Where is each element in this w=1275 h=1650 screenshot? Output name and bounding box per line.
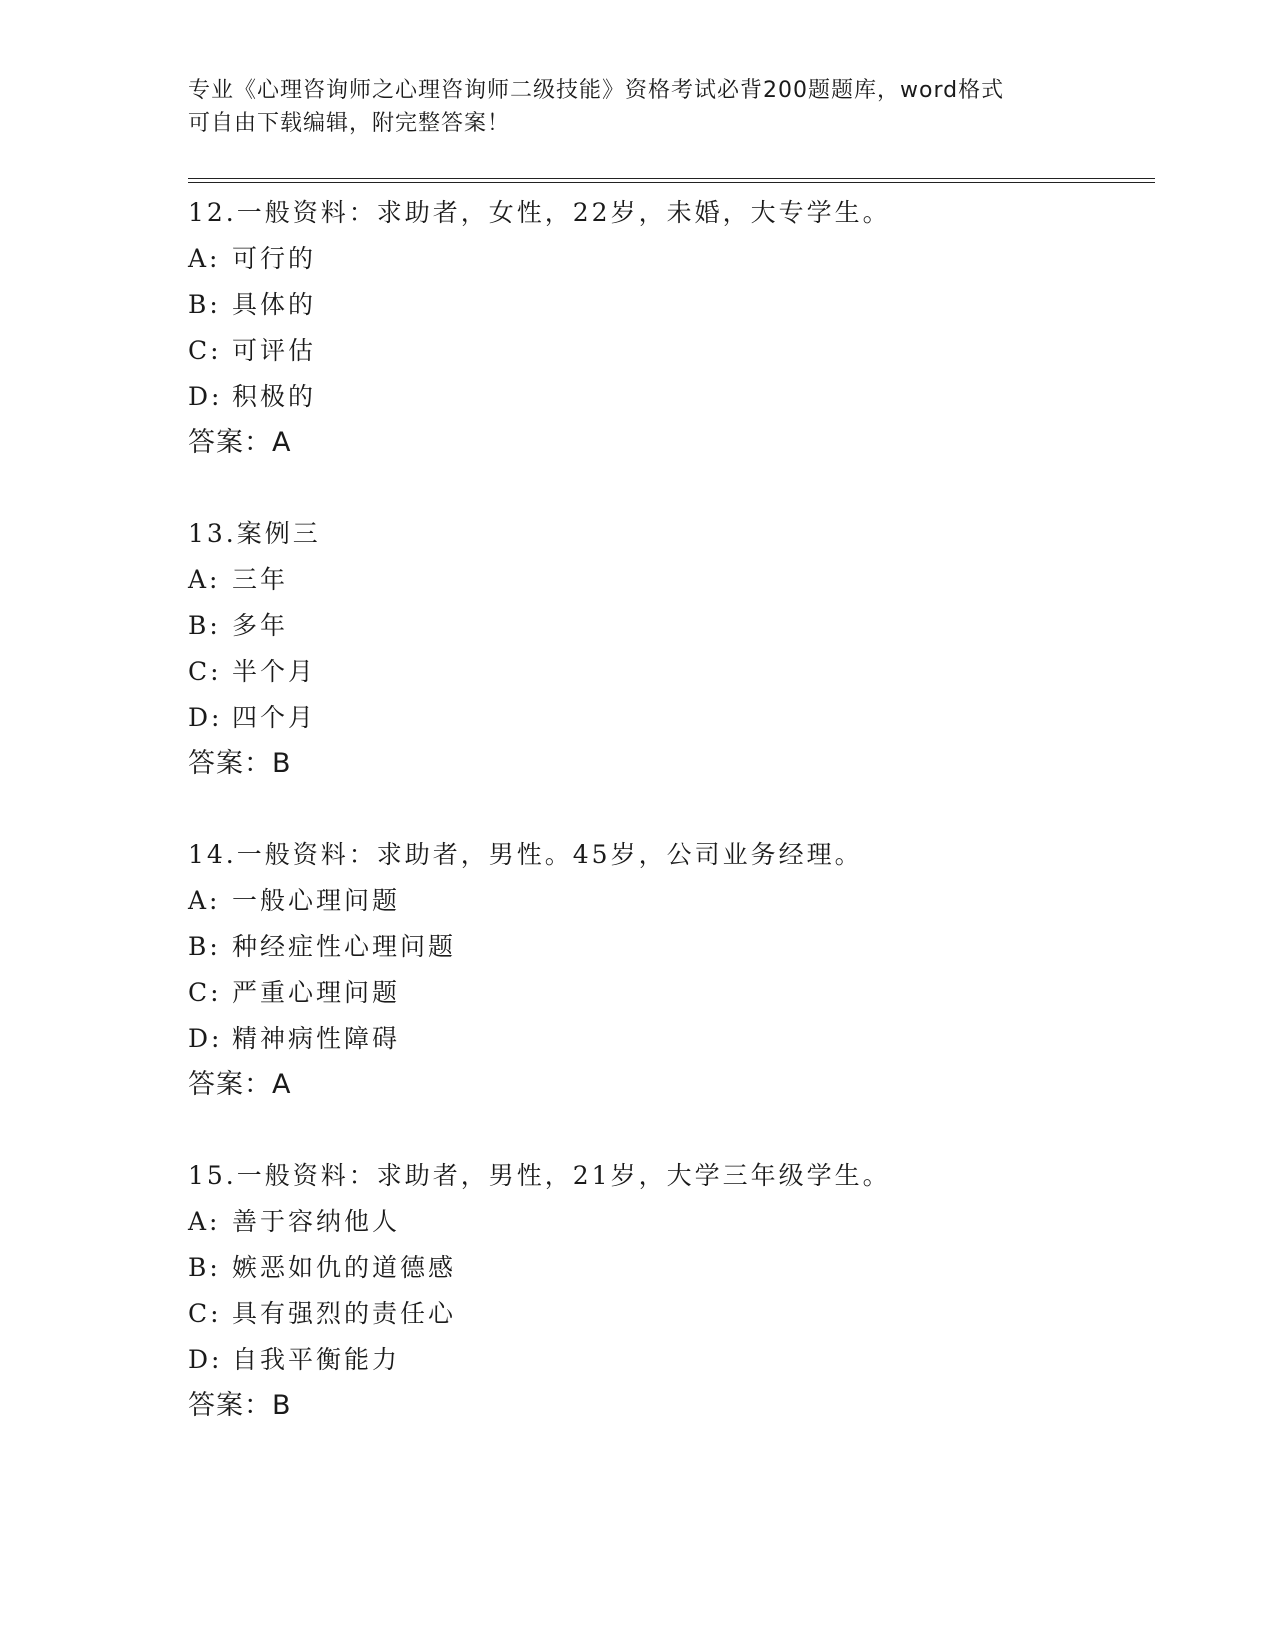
- option-b: [188, 924, 1148, 970]
- option-text: 多年: [232, 611, 289, 640]
- option-b: [188, 1245, 1148, 1291]
- option-key: B:: [188, 1253, 221, 1282]
- answer-line: 答案：B: [188, 748, 292, 779]
- option-text: 一般心理问题: [232, 886, 401, 915]
- option-text: 可评估: [232, 336, 317, 365]
- option-key: C:: [188, 1299, 222, 1328]
- option-a: [188, 1199, 1148, 1245]
- option-key: B:: [188, 932, 221, 961]
- question-stem: 14.一般资料：求助者，男性。45岁，公司业务经理。: [188, 840, 863, 869]
- option-text: 精神病性障碍: [232, 1024, 401, 1053]
- header-double-rule: [188, 178, 1155, 183]
- option-c: [188, 649, 1148, 695]
- option-key: D:: [188, 382, 223, 411]
- option-text: 自我平衡能力: [232, 1345, 401, 1374]
- option-d: [188, 1337, 1148, 1383]
- option-text: 严重心理问题: [232, 978, 401, 1007]
- header-title-line-2: 可自由下载编辑，附完整答案！: [188, 111, 511, 136]
- answer-line: 答案：A: [188, 427, 292, 458]
- option-c: [188, 1291, 1148, 1337]
- option-key: D:: [188, 1024, 223, 1053]
- question-stem: 12.一般资料：求助者，女性，22岁，未婚，大专学生。: [188, 198, 891, 227]
- option-a: [188, 557, 1148, 603]
- option-key: C:: [188, 336, 222, 365]
- document-header: [188, 74, 1088, 140]
- option-a: [188, 236, 1148, 282]
- question-stem: 15.一般资料：求助者，男性，21岁，大学三年级学生。: [188, 1161, 891, 1190]
- question-item: [188, 190, 1148, 466]
- option-key: A:: [188, 244, 221, 273]
- header-title-line-1: 专业《心理咨询师之心理咨询师二级技能》资格考试必背200题题库，word格式: [188, 78, 1005, 103]
- option-b: [188, 603, 1148, 649]
- option-key: C:: [188, 978, 222, 1007]
- question-list: [188, 190, 1148, 1474]
- question-item: [188, 511, 1148, 787]
- option-c: [188, 328, 1148, 374]
- option-key: A:: [188, 565, 221, 594]
- option-key: A:: [188, 886, 221, 915]
- option-text: 可行的: [232, 244, 317, 273]
- question-item: [188, 1153, 1148, 1429]
- option-text: 三年: [232, 565, 289, 594]
- answer-line: 答案：B: [188, 1390, 292, 1421]
- option-key: B:: [188, 611, 221, 640]
- option-text: 积极的: [232, 382, 317, 411]
- option-text: 种经症性心理问题: [232, 932, 457, 961]
- option-text: 半个月: [232, 657, 317, 686]
- option-key: C:: [188, 657, 222, 686]
- option-c: [188, 970, 1148, 1016]
- option-key: D:: [188, 703, 223, 732]
- option-b: [188, 282, 1148, 328]
- option-a: [188, 878, 1148, 924]
- option-key: B:: [188, 290, 221, 319]
- option-text: 具有强烈的责任心: [232, 1299, 457, 1328]
- option-d: [188, 695, 1148, 741]
- option-text: 具体的: [232, 290, 317, 319]
- option-text: 嫉恶如仇的道德感: [232, 1253, 457, 1282]
- option-d: [188, 1016, 1148, 1062]
- question-item: [188, 832, 1148, 1108]
- option-key: D:: [188, 1345, 223, 1374]
- answer-line: 答案：A: [188, 1069, 292, 1100]
- option-text: 四个月: [232, 703, 317, 732]
- option-text: 善于容纳他人: [232, 1207, 401, 1236]
- option-key: A:: [188, 1207, 221, 1236]
- question-stem: 13.案例三: [188, 519, 321, 548]
- option-d: [188, 374, 1148, 420]
